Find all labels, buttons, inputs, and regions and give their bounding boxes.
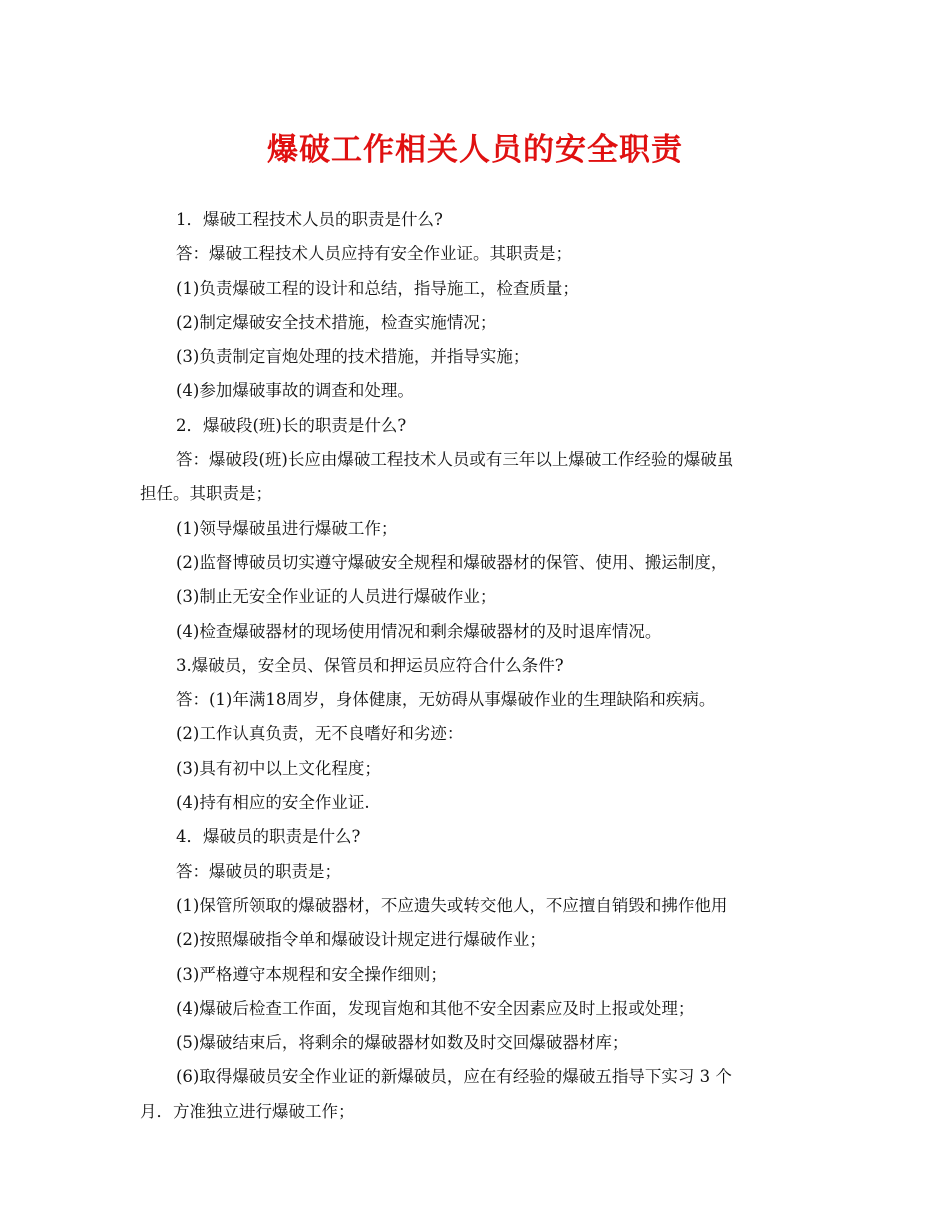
body-line: (3)严格遵守本规程和安全操作细则； xyxy=(176,964,447,984)
document-body xyxy=(0,203,950,1129)
body-line: (4)爆破后检查工作面，发现盲炮和其他不安全因素应及时上报或处理； xyxy=(176,998,695,1018)
body-line: 4．爆破员的职责是什么? xyxy=(176,827,361,847)
body-line: 3.爆破员，安全员、保管员和押运员应符合什么条件? xyxy=(176,655,564,675)
body-line: 1．爆破工程技术人员的职责是什么? xyxy=(176,210,443,229)
document-title: 爆破工作相关人员的安全职责 xyxy=(267,132,683,168)
body-line: 答：(1)年满18周岁，身体健康，无妨碍从事爆破作业的生理缺陷和疾病。 xyxy=(176,690,716,710)
body-line: (6)取得爆破员安全作业证的新爆破员，应在有经验的爆破五指导下实习 3 个 xyxy=(176,1067,732,1087)
body-line: 2．爆破段(班)长的职责是什么? xyxy=(176,415,407,435)
body-line: 担任。其职责是； xyxy=(140,484,272,504)
body-line: (4)检查爆破器材的现场使用情况和剩余爆破器材的及时退库情况。 xyxy=(176,621,662,641)
body-line: (2)按照爆破指令单和爆破设计规定进行爆破作业； xyxy=(176,930,546,950)
body-line: (1)负责爆破工程的设计和总结，指导施工，检查质量； xyxy=(176,278,579,298)
body-line: (2)监督博破员切实遵守爆破安全规程和爆破器材的保管、使用、搬运制度， xyxy=(176,552,728,572)
body-line: (3)具有初中以上文化程度； xyxy=(176,758,381,778)
body-line: 答：爆破员的职责是； xyxy=(176,861,341,881)
body-line: (1)保管所领取的爆破器材，不应遗失或转交他人，不应擅自销毁和拂作他用 xyxy=(176,895,728,915)
body-line: (3)制止无安全作业证的人员进行爆破作业； xyxy=(176,587,497,607)
body-line: (2)制定爆破安全技术措施，检查实施情况； xyxy=(176,312,497,332)
body-line: (2)工作认真负责，无不良嗜好和劣迹： xyxy=(176,724,464,744)
body-line: 月．方准独立进行爆破工作； xyxy=(140,1101,355,1121)
body-line: (4)持有相应的安全作业证. xyxy=(176,793,370,813)
body-line: (1)领导爆破虽进行爆破工作； xyxy=(176,518,398,538)
body-line: 答：爆破工程技术人员应持有安全作业证。其职责是； xyxy=(176,244,572,264)
body-line: (5)爆破结束后，将剩余的爆破器材如数及时交回爆破器材库； xyxy=(176,1033,629,1053)
body-line: 答：爆破段(班)长应由爆破工程技术人员或有三年以上爆破工作经验的爆破虽 xyxy=(176,450,734,470)
body-line: (4)参加爆破事故的调查和处理。 xyxy=(176,381,414,401)
body-line: (3)负责制定盲炮处理的技术措施，并指导实施； xyxy=(176,347,530,367)
